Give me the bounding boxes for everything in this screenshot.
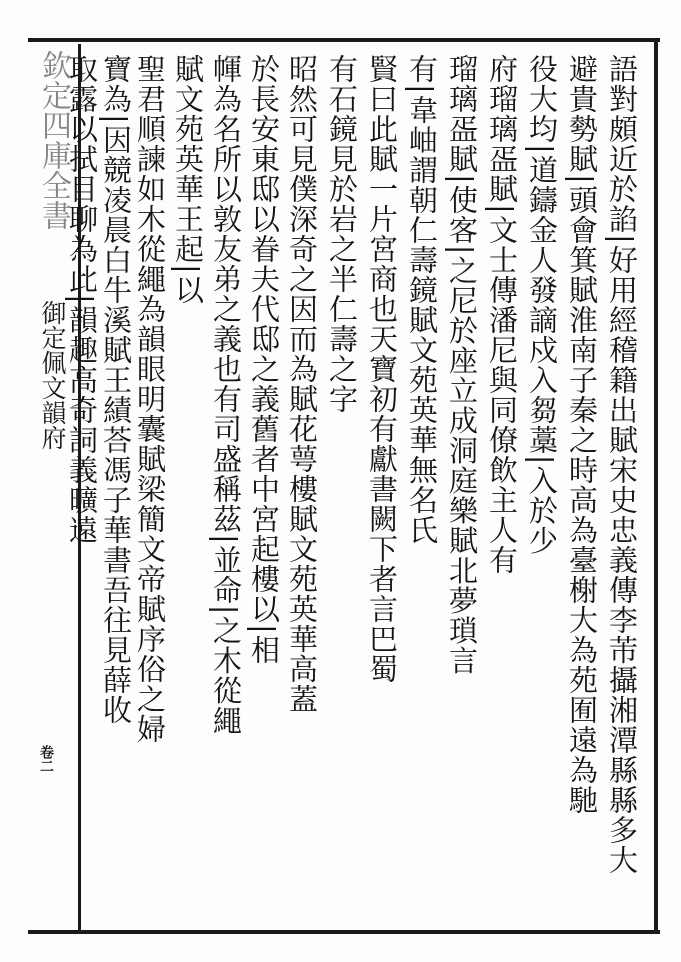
text-column: 瑠璃㿿賦|使客|之尼於座立成洞庭樂賦北夢瑣言 <box>445 54 479 676</box>
text-column: 避貴勢賦|頭會箕賦淮南子秦之時高為臺榭大為苑囿遠為馳 <box>565 54 599 815</box>
text-column: 有石鏡見於岩之半仁壽之字 <box>325 54 359 414</box>
bottom-border <box>28 930 660 934</box>
text-column: 賦文苑英華王起|以 <box>171 54 205 305</box>
text-column: 㡓為名所以敦友弟之義也有司盛稱茲|並命|之木從繩 <box>209 54 243 736</box>
text-column: 昭然可見僕深奇之因而為賦花萼樓賦文苑英華高蓋 <box>285 54 319 714</box>
text-column: 寶為|因競凌晨白牛溪賦王績荅馮子華書吾往見薛收 <box>99 54 133 725</box>
page-number: 卷二 <box>38 745 54 773</box>
text-column: 有|韋岫謂朝仁壽鏡賦文苑英華無名氏 <box>405 54 439 545</box>
text-column: 府瑠璃㿿賦|文士傳潘尼與同僚飲主人有 <box>485 54 519 575</box>
text-column: 語對頗近於諂|好用經稽籍出賦宋史忠義傳李芾攝湘潭縣縣多大 <box>605 54 639 875</box>
book-title: 御定佩文韻府 <box>38 300 67 450</box>
text-column: 聖君順諫如木從繩為韻眼明囊賦梁簡文帝賦序俗之婦 <box>133 54 167 744</box>
text-column: 役大均|道鑄金人發謫戍入芻藁|入於少 <box>525 54 559 556</box>
text-column: 賢曰此賦一片宮商也天寶初有獻書闕下者言巴蜀 <box>365 54 399 684</box>
text-column: 於長安東邸以眷夫代邸之義舊者中宮起樓以|相 <box>247 54 281 665</box>
faded-book-heading: 欽定四庫全書 <box>36 50 71 230</box>
top-border <box>28 38 660 42</box>
text-column: 取露以拭目聊為此|韻趣高奇詞義曠遠 <box>65 54 99 545</box>
right-border <box>654 38 658 934</box>
